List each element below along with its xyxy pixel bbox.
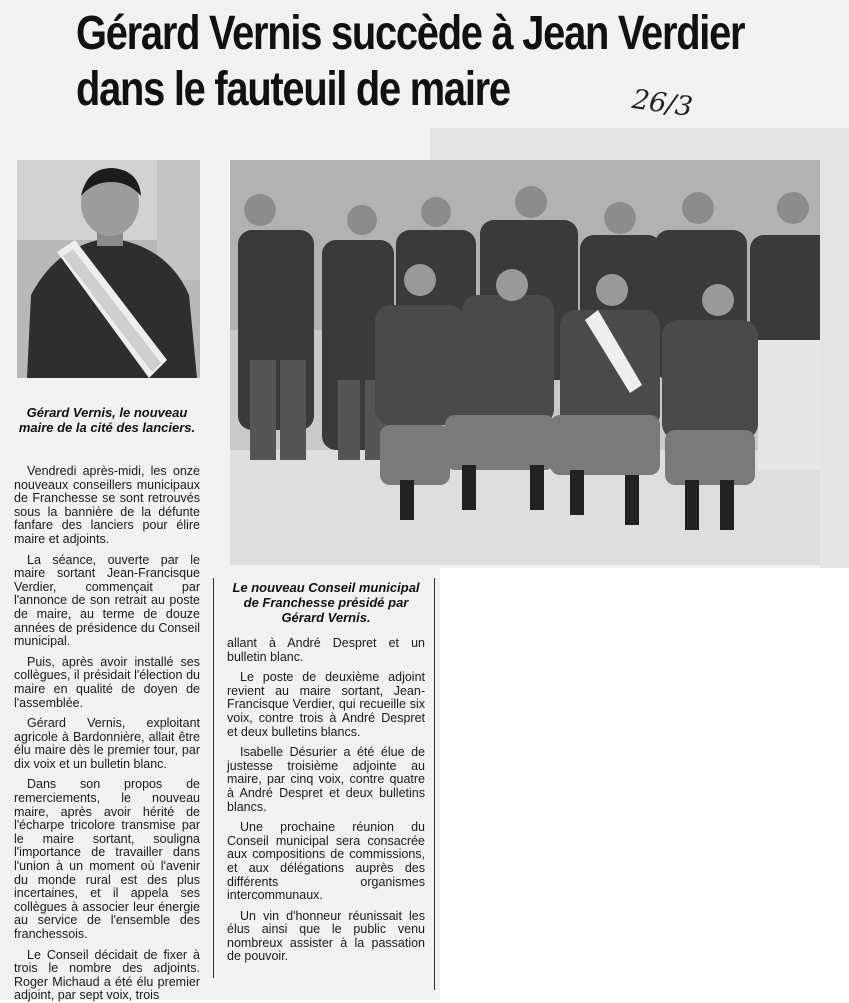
- handwritten-date: 26/3: [630, 83, 695, 124]
- portrait-caption: Gérard Vernis, le nouveau maire de la cité des lanciers.: [18, 405, 196, 435]
- headline-line-1: Gérard Vernis succède à Jean Verdier: [76, 7, 745, 60]
- article-paragraph: Une prochaine réunion du Conseil municipal sera consacrée aux compositions de commissions, et aux délégations auprès des différents organismes intercommunaux.: [227, 820, 425, 903]
- article-paragraph: Le Conseil décidait de fixer à trois le nombre des adjoints. Roger Michaud a été élu premier adjoint, par sept voix, trois: [14, 947, 200, 1003]
- blank-area: [440, 568, 849, 1000]
- article-paragraph: Isabelle Désurier a été élue de justesse troisième adjointe au maire, par cinq voix, contre quatre à André Despret et deux bulletins blancs.: [227, 745, 425, 814]
- portrait-photo: [17, 160, 200, 378]
- article-paragraph: Gérard Vernis, exploitant agricole à Bardonnière, allait être élu maire dès le premier tour, par dix voix et un bulletin blanc.: [14, 716, 200, 771]
- article-paragraph: Un vin d'honneur réunissait les élus ainsi que le public venu nombreux assister à la passation de pouvoir.: [227, 908, 425, 964]
- article-paragraph: Dans son propos de remerciements, le nouveau maire, après avoir hérité de l'écharpe tricolore transmise par le maire sortant, souligna l'importance de travailler dans l'union à un moment où l'avenir du monde rural est des plus incertaines, et il appela ses collègues à associer leur énergie au service de l'ensemble des franchessois.: [14, 777, 200, 941]
- headline-line-2: dans le fauteuil de maire: [76, 63, 510, 116]
- adjacent-article-bleed: [820, 160, 849, 570]
- article-column-2: [227, 637, 425, 964]
- article-paragraph: allant à André Despret et un bulletin blanc.: [227, 636, 425, 664]
- article-paragraph: Vendredi après-midi, les onze nouveaux conseillers municipaux de Franchesse se sont retrouvés sous la bannière de la défunte fanfare des lanciers pour élire maire et adjoints.: [14, 464, 200, 546]
- column-rule: [434, 578, 435, 990]
- article-paragraph: Le poste de deuxième adjoint revient au maire sortant, Jean-Francisque Verdier, qui recueille six voix, contre trois à André Despret et deux bulletins blancs.: [227, 670, 425, 739]
- article-paragraph: La séance, ouverte par le maire sortant Jean-Francisque Verdier, commençait par l'annonce de son retrait au poste de maire, au terme de douze années de présidence du Conseil municipal.: [14, 552, 200, 649]
- column-rule: [213, 578, 214, 978]
- group-photo: [230, 160, 820, 565]
- article-column-1: [14, 465, 200, 1003]
- article-paragraph: Puis, après avoir installé ses collègues, il présidait l'élection du maire en qualité de doyen de l'assemblée.: [14, 654, 200, 710]
- group-photo-caption: Le nouveau Conseil municipal de Franchesse présidé par Gérard Vernis.: [232, 580, 420, 625]
